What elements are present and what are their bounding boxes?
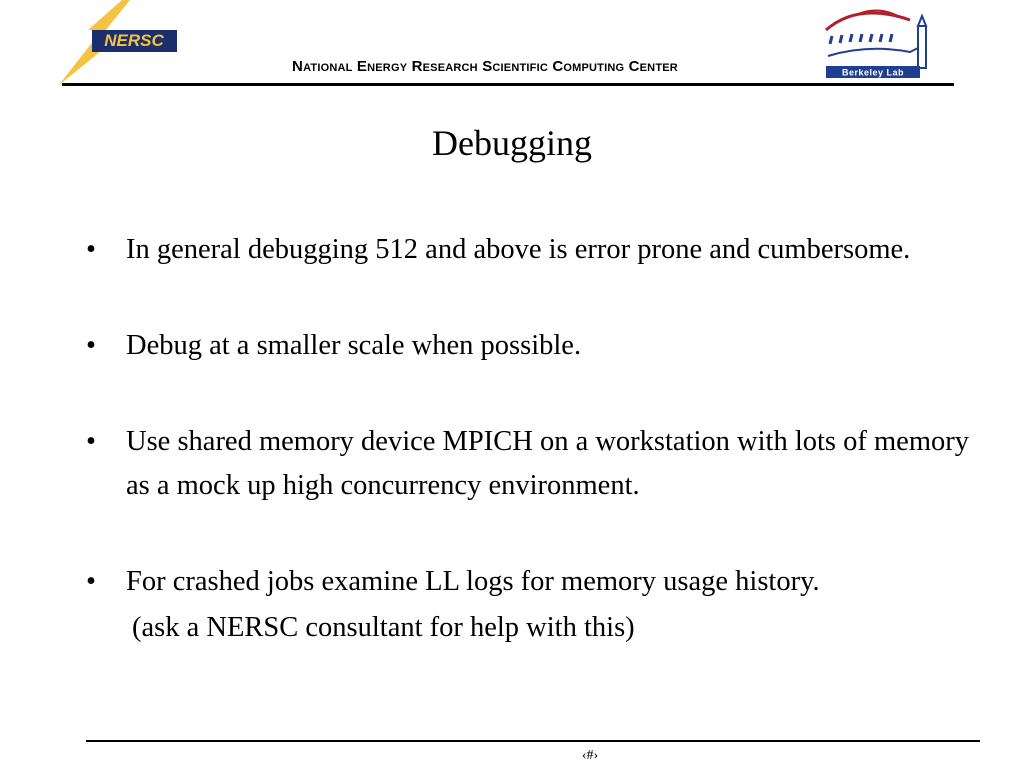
bullet-marker: •: [86, 566, 96, 597]
bullet-sub-note: (ask a NERSC consultant for help with this): [132, 612, 635, 643]
bullet-text: Debug at a smaller scale when possible.: [126, 330, 582, 361]
bullet-item: [86, 324, 986, 368]
bullet-item: [86, 228, 986, 272]
footer-divider: [86, 740, 980, 742]
bullet-marker: •: [86, 234, 96, 265]
bullet-text: Use shared memory device MPICH on a workstation with lots of memory as a mock up high concurrency environment.: [126, 426, 969, 501]
slide-title: Debugging: [432, 123, 592, 163]
bullet-item: [86, 560, 986, 604]
bullet-marker: •: [86, 426, 96, 457]
bullet-item: [86, 420, 986, 508]
organization-name: National Energy Research Scientific Computing Center: [292, 58, 678, 75]
nersc-logo: [30, 0, 185, 88]
berkeley-lab-logo-text: Berkeley Lab: [841, 67, 905, 78]
bullet-marker: •: [86, 330, 96, 361]
bullet-text: In general debugging 512 and above is error prone and cumbersome.: [126, 234, 911, 265]
berkeley-lab-logo: [818, 4, 948, 82]
page-number: ‹#›: [581, 748, 599, 763]
nersc-logo-text: NERSC: [104, 31, 164, 50]
bullet-text: For crashed jobs examine LL logs for memory usage history.: [126, 566, 820, 597]
header-divider: [62, 83, 954, 86]
bullet-list: [86, 228, 986, 650]
